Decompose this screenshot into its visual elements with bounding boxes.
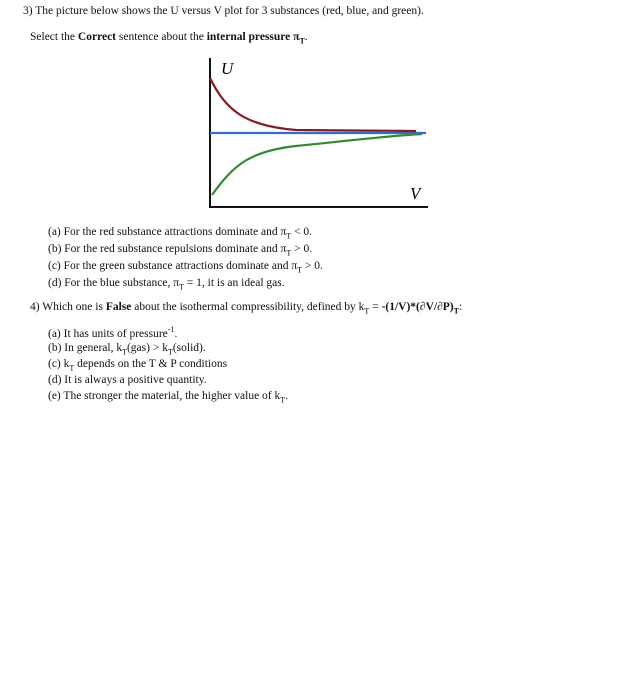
q4-option-e: (e) The stronger the material, the higher value of $k_T$. (48, 390, 289, 405)
instruction-text-mid: sentence about the (116, 31, 207, 43)
question-3-instruction: Select the Correct sentence about the internal pressure $\pi_T$. (30, 31, 308, 46)
q4-option-b: (b) In general, $k_T(gas)$ > $k_T(solid)$. (48, 342, 206, 357)
instruction-correct: Correct (77, 31, 116, 43)
x-axis-label: V (410, 184, 421, 203)
q4-option-d: (d) It is always a positive quantity. (48, 374, 207, 386)
instruction-internal-pressure: internal pressure $\pi_T$ (206, 31, 305, 46)
q4-formula: $-(1/V)*(\partial V/\partial P)_T$ (381, 301, 459, 316)
q3-option-d: (d) For the blue substance, $\pi_T = 1$, it is an ideal gas. (48, 277, 285, 292)
q4-option-a: (a) It has units of pressure$^{-1}$. (48, 325, 178, 340)
u-vs-v-plot (206, 56, 432, 212)
y-axis-label: U (221, 59, 234, 78)
instruction-text: Select the (30, 31, 78, 43)
series-red (210, 78, 416, 131)
question-4-title: 4) Which one is False about the isothermal compressibility, defined by $k_T = -(1/V)*(\partial V/\partial P)_T$: (30, 301, 463, 316)
q3-option-b: (b) For the red substance repulsions dominate and $\pi_T > 0$. (48, 243, 313, 258)
q3-option-a: (a) For the red substance attractions dominate and $\pi_T < 0$. (48, 226, 313, 241)
series-green (212, 134, 422, 195)
q3-option-c: (c) For the green substance attractions dominate and $\pi_T > 0$. (48, 260, 323, 275)
q4-option-c: (c) $k_T$ depends on the T & P conditions (48, 358, 228, 373)
q4-false-word: False (105, 301, 132, 313)
question-3-title: 3) The picture below shows the U versus V plot for 3 substances (red, blue, and green). (23, 5, 424, 17)
